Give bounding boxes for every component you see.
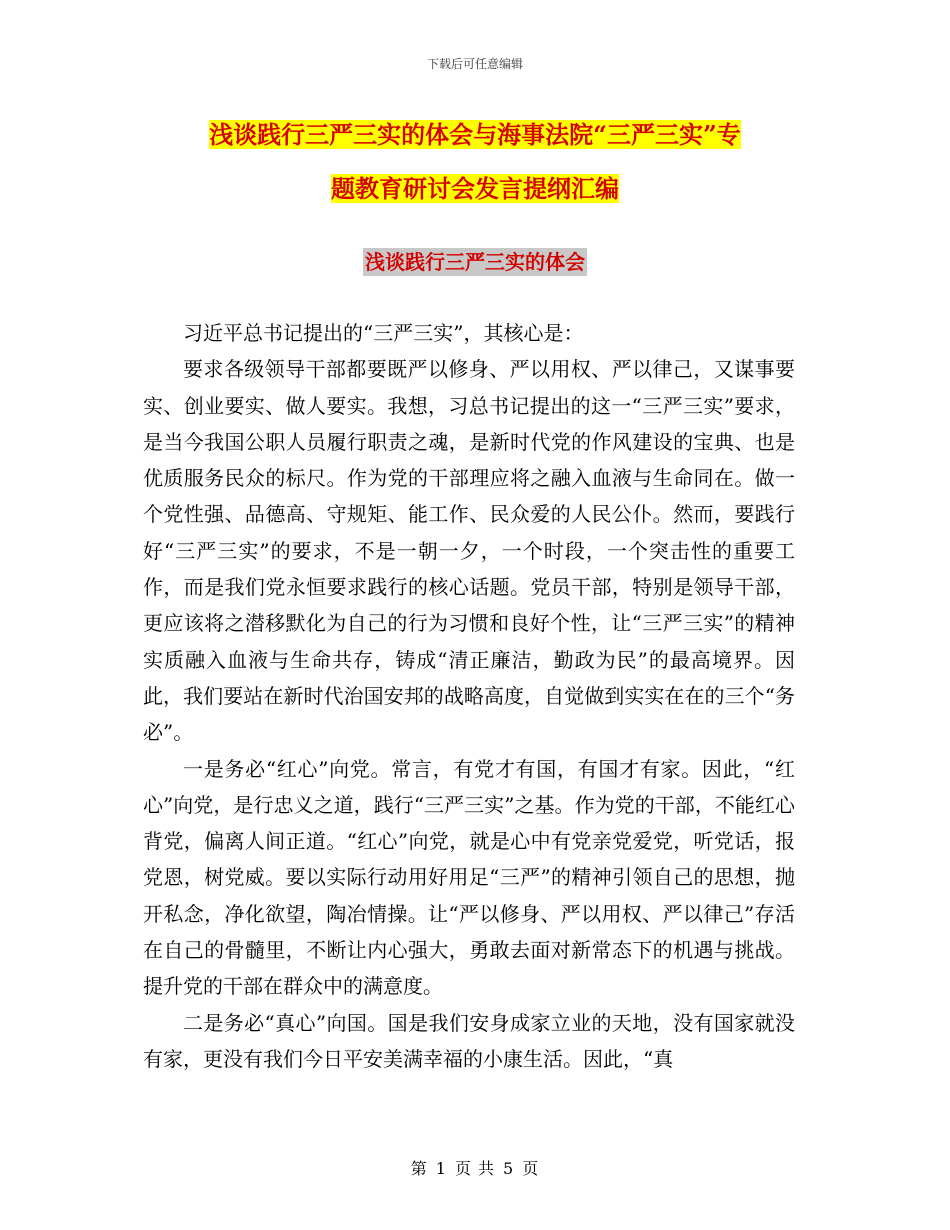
page-header-note: 下载后可任意编辑 (426, 57, 523, 71)
body-paragraph: 一是务必“红心”向党。常言，有党才有国，有国才有家。因此，“红心”向党，是行忠义之道，践行“三严三实”之基。作为党的干部，不能红心背党，偏离人间正道。“红心”向党，就是心中有党亲党爱党，听党话，报党恩，树党威。要以实际行动用好用足“三严”的精神引领自己的思想，抛开私念，净化欲望，陶冶情操。让“严以修身、严以用权、严以律己”存活在自己的骨髓里，不断让内心强大，勇敢去面对新常态下的机遇与挑战。提升党的干部在群众中的满意度。 (143, 756, 795, 999)
body-paragraph: 习近平总书记提出的“三严三实”，其核心是： (183, 321, 584, 345)
page-footer (0, 1156, 950, 1179)
body-paragraph: 要求各级领导干部都要既严以修身、严以用权、严以律己，又谋事要实、创业要实、做人要实。我想，习总书记提出的这一“三严三实”要求，是当今我国公职人员履行职责之魂，是新时代党的作风建设的宝典、也是优质服务民众的标尺。作为党的干部理应将之融入血液与生命同在。做一个党性强、品德高、守规矩、能工作、民众爱的人民公仆。然而，要践行好“三严三实”的要求，不是一朝一夕，一个时段，一个突击性的重要工作，而是我们党永恒要求践行的核心话题。党员干部，特别是领导干部，更应该将之潜移默化为自己的行为习惯和良好个性，让“三严三实”的精神实质融入血液与生命共存，铸成“清正廉洁，勤政为民”的最高境界。因此，我们要站在新时代治国安邦的战略高度，自觉做到实实在在的三个“务必”。 (143, 357, 795, 745)
page-number: 1 (435, 1159, 447, 1178)
document-body (143, 315, 795, 1077)
document-title (140, 108, 810, 216)
section-title (0, 246, 950, 275)
title-line-1: 浅谈践行三严三实的体会与海事法院“三严三实”专 (209, 120, 741, 149)
title-line-2: 题教育研讨会发言提纲汇编 (331, 174, 619, 203)
body-paragraph: 二是务必“真心”向国。国是我们安身成家立业的天地，没有国家就没有家，更没有我们今日平安美满幸福的小康生活。因此，“真 (143, 1010, 795, 1071)
footer-suffix: 页 (522, 1159, 540, 1178)
footer-prefix: 第 (410, 1159, 428, 1178)
total-pages: 5 (503, 1159, 515, 1178)
footer-middle: 页 共 (454, 1159, 496, 1178)
section-title-text: 浅谈践行三严三实的体会 (365, 250, 585, 274)
